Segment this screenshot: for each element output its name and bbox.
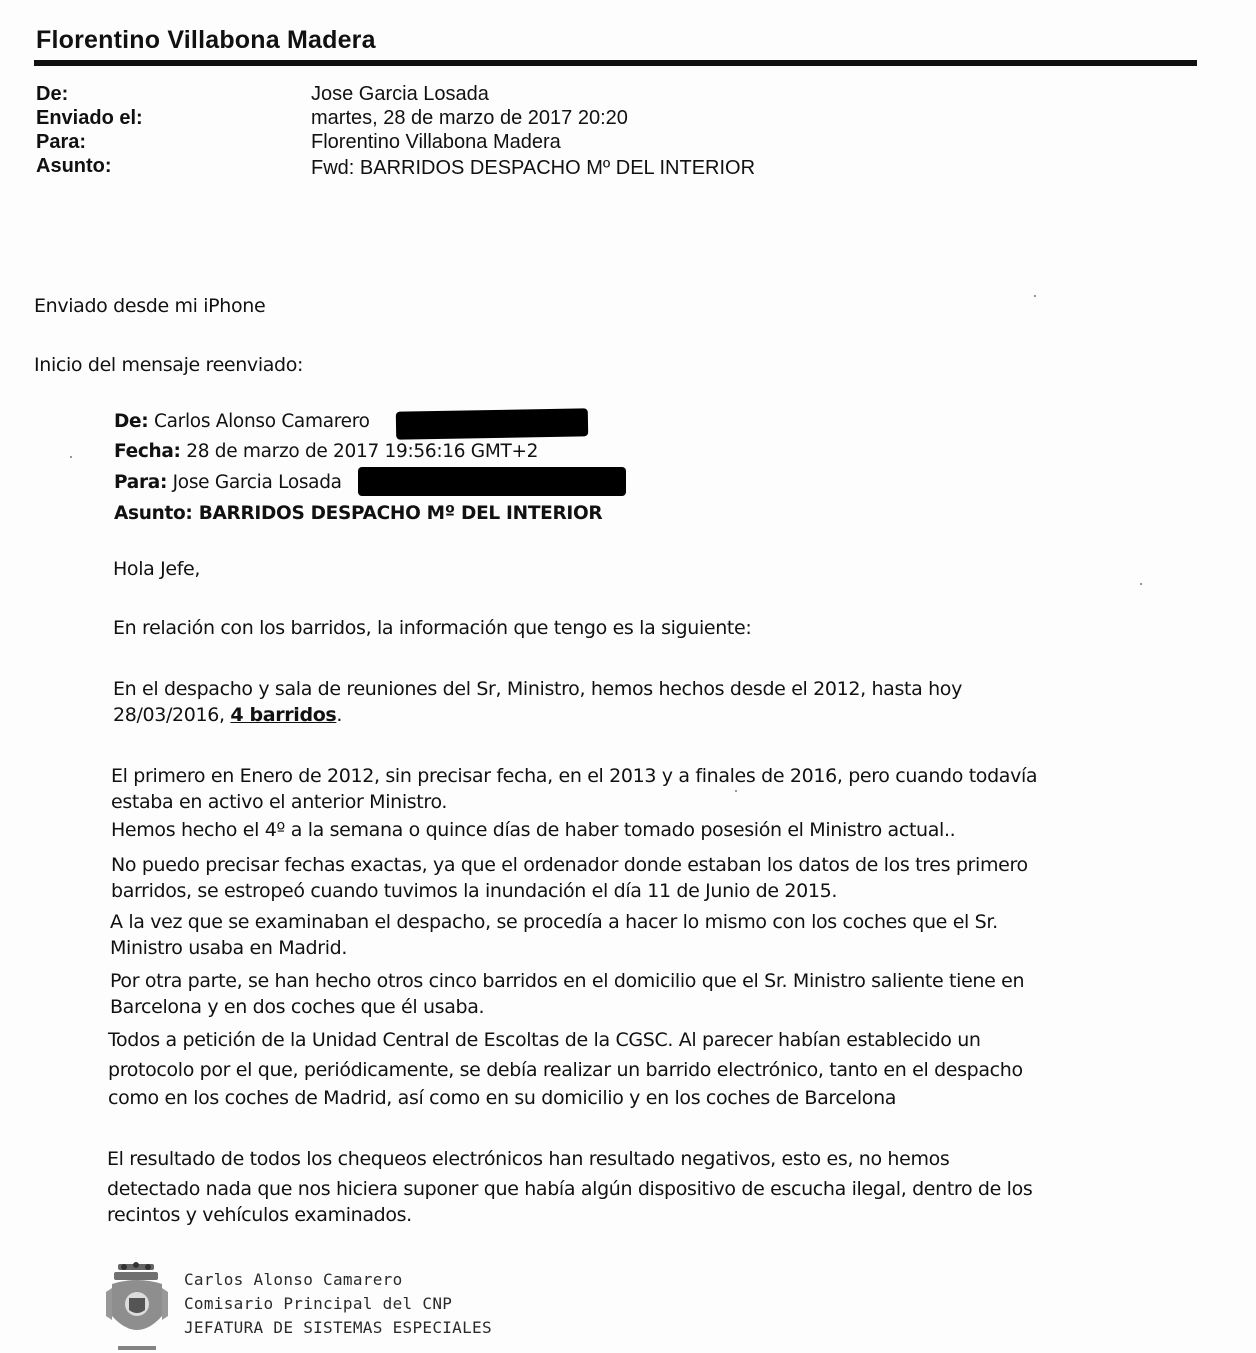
signature-unit: JEFATURA DE SISTEMAS ESPECIALES [184, 1318, 492, 1337]
body-line: estaba en activo el anterior Ministro. [111, 791, 448, 813]
body-line: Todos a petición de la Unidad Central de Escoltas de la CGSC. Al parecer habían establecido un [108, 1029, 981, 1051]
redaction-bar [396, 408, 588, 439]
period: . [336, 704, 343, 726]
scan-speck [70, 456, 72, 458]
fwd-para-label: Para: [114, 472, 168, 493]
header-enviado-value: martes, 28 de marzo de 2017 20:20 [311, 107, 628, 129]
fwd-para-value: Jose Garcia Losada [172, 472, 342, 493]
header-enviado-label: Enviado el: [36, 107, 143, 129]
header-asunto-value: Fwd: BARRIDOS DESPACHO Mº DEL INTERIOR [311, 157, 756, 179]
body-line: El primero en Enero de 2012, sin precisar fecha, en el 2013 y a finales de 2016, pero cuando todavía [111, 765, 1038, 787]
sent-from-line: Enviado desde mi iPhone [34, 295, 266, 317]
closing-line: recintos y vehículos examinados. [107, 1204, 412, 1226]
body-line: Por otra parte, se han hecho otros cinco barridos en el domicilio que el Sr. Ministro saliente tiene en [110, 970, 1025, 992]
fwd-fecha-label: Fecha: [114, 441, 181, 462]
forward-start-line: Inicio del mensaje reenviado: [34, 354, 304, 376]
body-line: barridos, se estropeó cuando tuvimos la inundación el día 11 de Junio de 2015. [111, 880, 838, 902]
redaction-bar [358, 467, 626, 496]
scan-speck [1140, 583, 1142, 585]
body-line: como en los coches de Madrid, así como en su domicilio y en los coches de Barcelona [108, 1087, 897, 1109]
police-emblem-icon [104, 1262, 170, 1353]
header-de-value: Jose Garcia Losada [311, 83, 489, 105]
paragraph-count-line-2 [113, 704, 342, 726]
paragraph-intro: En relación con los barridos, la información que tengo es la siguiente: [113, 617, 752, 639]
signature-title: Comisario Principal del CNP [184, 1294, 453, 1313]
fwd-para-line [114, 472, 342, 493]
barridos-count: 4 barridos [230, 704, 337, 726]
date-text: 28/03/2016, [113, 704, 225, 726]
closing-line: El resultado de todos los chequeos electrónicos han resultado negativos, esto es, no hemos [107, 1148, 950, 1170]
fwd-fecha-value: 28 de marzo de 2017 19:56:16 GMT+2 [186, 441, 539, 462]
body-line: No puedo precisar fechas exactas, ya que el ordenador donde estaban los datos de los tres primero [111, 854, 1028, 876]
header-rule [34, 60, 1197, 66]
document-owner-name: Florentino Villabona Madera [36, 26, 376, 54]
fwd-asunto-value: BARRIDOS DESPACHO Mº DEL INTERIOR [198, 503, 603, 524]
body-line: Hemos hecho el 4º a la semana o quince días de haber tomado posesión el Ministro actual.. [111, 819, 956, 841]
greeting: Hola Jefe, [113, 558, 201, 580]
body-line: Ministro usaba en Madrid. [110, 937, 348, 959]
fwd-de-line [114, 411, 370, 432]
body-line: Barcelona y en dos coches que él usaba. [110, 996, 485, 1018]
fwd-fecha-line [114, 441, 538, 462]
header-para-value: Florentino Villabona Madera [311, 131, 561, 153]
fwd-asunto-label: Asunto: [114, 503, 193, 524]
header-para-label: Para: [36, 131, 87, 153]
body-line: protocolo por el que, periódicamente, se debía realizar un barrido electrónico, tanto en el despacho [108, 1059, 1023, 1081]
closing-line: detectado nada que nos hiciera suponer que había algún dispositivo de escucha ilegal, dentro de los [107, 1178, 1033, 1200]
header-asunto-label: Asunto: [36, 155, 112, 177]
scan-speck [735, 790, 737, 792]
signature-name: Carlos Alonso Camarero [184, 1270, 403, 1289]
header-de-label: De: [36, 83, 69, 105]
body-line: A la vez que se examinaban el despacho, se procedía a hacer lo mismo con los coches que el Sr. [110, 911, 998, 933]
paragraph-count-line-1: En el despacho y sala de reuniones del Sr, Ministro, hemos hechos desde el 2012, hasta hoy [113, 678, 962, 700]
scan-speck [1034, 295, 1036, 297]
fwd-asunto-line [114, 503, 602, 524]
fwd-de-label: De: [114, 411, 149, 432]
fwd-de-value: Carlos Alonso Camarero [154, 411, 370, 432]
